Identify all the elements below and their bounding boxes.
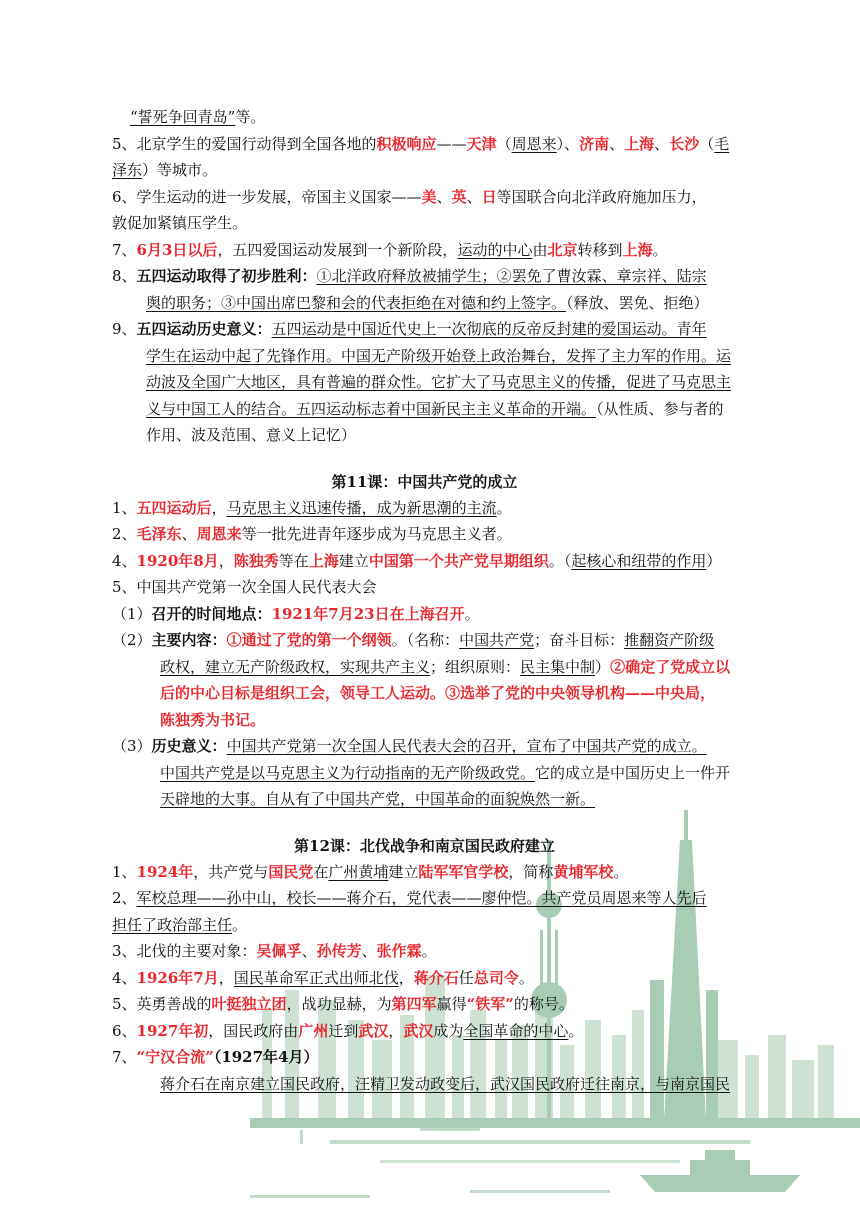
text-line: 作用、波及范围、意义上记忆） [146,426,357,444]
text-line: 6、学生运动的进一步发展，帝国主义国家——美、英、日等国联合向北洋政府施加压力， [112,187,707,206]
text-line: （3）历史意义：中国共产党第一次全国人民代表大会的召开，宣布了中国共产党的成立。 [112,737,707,755]
text-line: 3、北伐的主要对象：吴佩孚、孙传芳、张作霖。 [112,942,437,960]
lesson-11-title: 第11课：中国共产党的成立 [331,472,518,491]
text-line: （1）召开的时间地点：1921年7月23日在上海召开。 [112,604,480,623]
text-line: 4、1920年8月，陈独秀等在上海建立中国第一个共产党早期组织。（起核心和纽带的作用） [112,551,722,570]
text-line: 义与中国工人的结合。五四运动标志着中国新民主主义革命的开端。（从性质、参与者的 [146,399,724,418]
text-line: 中国共产党是以马克思主义为行动指南的无产阶级政党。它的成立是中国历史上一件开 [160,763,731,782]
lesson-12-title: 第12课：北伐战争和南京国民政府建立 [294,836,555,855]
text-line: 5、英勇善战的叶挺独立团，战功显赫，为第四军赢得“铁军”的称号。 [112,995,574,1013]
text-line: 泽东）等城市。 [112,161,218,179]
text-line: 学生在运动中起了先锋作用。中国无产阶级开始登上政治舞台，发挥了主力军的作用。运 [146,346,732,365]
text-line: 后的中心目标是组织工会，领导工人运动。③选举了党的中央领导机构——中央局， [160,684,716,702]
text-line: 2、毛泽东、周恩来等一批先进青年逐步成为马克思主义者。 [112,525,512,543]
text-line: 动波及全国广大地区，具有普遍的群众性。它扩大了马克思主义的传播，促进了马克思主 [146,373,732,391]
text-line: 4、1926年7月，国民革命军正式出师北伐，蒋介石任总司令。 [112,968,534,987]
text-line: 7、“宁汉合流”（1927年4月） [112,1048,319,1066]
text-line: 天辟地的大事。自从有了中国共产党，中国革命的面貌焕然一新。 [160,790,596,808]
text-line: 舆的职务；③中国出席巴黎和会的代表拒绝在对德和约上签字。（释放、罢免、拒绝） [146,293,709,312]
text-line: 敦促加紧镇压学生。 [112,214,248,232]
text-line: “誓死争回青岛”等。 [130,108,266,126]
text-line: 5、中国共产党第一次全国人民代表大会 [112,578,377,596]
text-line: 政权，建立无产阶级政权，实现共产主义；组织原则：民主集中制）②确定了党成立以 [160,657,731,676]
text-line: 1、1924年，共产党与国民党在广州黄埔建立陆军军官学校，简称黄埔军校。 [112,862,629,881]
text-line: 5、北京学生的爱国行动得到全国各地的积极响应——天津（周恩来）、济南、上海、长沙（毛 [112,134,730,153]
text-line: 担任了政治部主任。 [112,915,248,934]
text-line: 2、军校总理——孙中山，校长——蒋介石，党代表——廖仲恺。共产党员周恩来等人先后 [112,889,707,907]
text-line: 9、五四运动历史意义：五四运动是中国近代史上一次彻底的反帝反封建的爱国运动。青年 [112,320,707,338]
text-line: 1、五四运动后，马克思主义迅速传播，成为新思潮的主流。 [112,498,512,517]
text-line: 7、6月3日以后，五四爱国运动发展到一个新阶段，运动的中心由北京转移到上海。 [112,240,668,259]
text-line: （2）主要内容：①通过了党的第一个纲领。（名称：中国共产党；奋斗目标：推翻资产阶级 [112,631,715,649]
text-line: 陈独秀为书记。 [160,710,266,729]
document-body [112,104,737,1097]
text-line: 8、五四运动取得了初步胜利：①北洋政府释放被捕学生；②罢免了曹汝霖、章宗祥、陆宗 [112,267,707,285]
text-line: 蒋介石在南京建立国民政府，汪精卫发动政变后，武汉国民政府迁往南京，与南京国民 [160,1074,731,1093]
text-line: 6、1927年初，国民政府由广州迁到武汉，武汉成为全国革命的中心。 [112,1021,584,1040]
